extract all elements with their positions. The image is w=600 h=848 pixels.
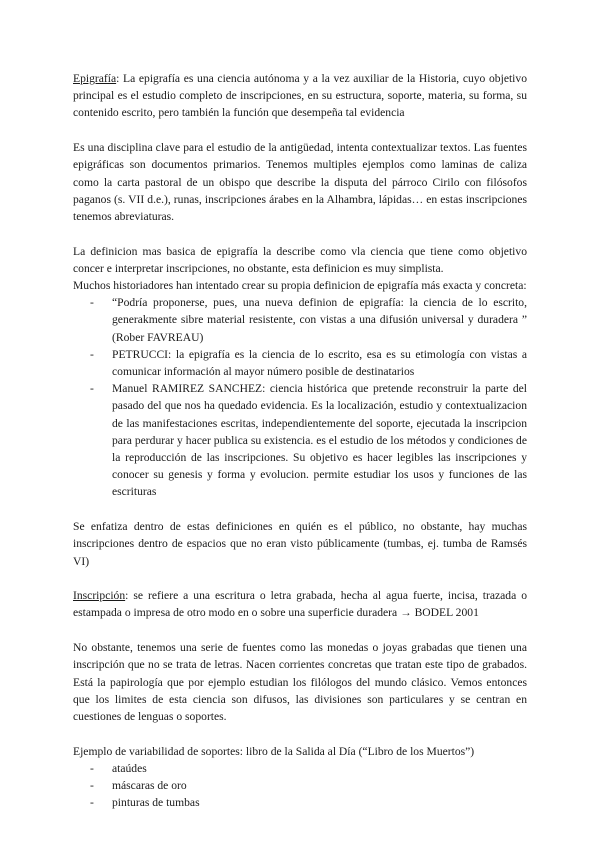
soporte-item: pinturas de tumbas — [112, 796, 200, 810]
definition-ramirez: Manuel RAMIREZ SANCHEZ: ciencia histórica que pretende reconstruir la parte del pasado del que nos ha quedado evidencia. Es la localización, estudio y contextualizacion de las manifestaciones escritas, independientemente del soporte, ejecutada la inscripcion para perdurar y hacer publica su existencia. es el estudio de los métodos y condiciones de la reproducción de las inscripciones. Su objetivo es hacer legibles las inscripciones y conocer su genesis y forma y evolucion. permite estudiar los usos y funciones de las escrituras — [112, 382, 527, 499]
soporte-item: máscaras de oro — [112, 779, 187, 793]
soporte-item: ataúdes — [112, 761, 147, 775]
list-item — [90, 777, 527, 794]
list-item — [90, 794, 527, 811]
epigrafia-term: Epigrafía — [73, 72, 117, 85]
soportes-list — [73, 760, 527, 812]
list-item — [90, 294, 527, 346]
epigrafia-paragraph — [73, 70, 527, 122]
epigrafia-definition: : La epigrafía es una ciencia autónoma y a la vez auxiliar de la Historia, cuyo objetivo principal es el estudio completo de inscripciones, en su estructura, soporte, materia, su forma, su contenido escrito, pero también la función que desempeña tal evidencia — [73, 72, 527, 120]
inscripcion-definition: : se refiere a una escritura o letra grabada, hecha al agua fuerte, incisa, trazada o estampada o impresa de otro modo en o sobre una superficie duradera → BODEL 2001 — [73, 589, 527, 620]
ejemplo-paragraph: Ejemplo de variabilidad de soportes: libro de la Salida al Día (“Libro de los Muertos”) — [73, 744, 475, 758]
list-bullet: - — [90, 296, 94, 310]
list-item — [90, 346, 527, 380]
list-bullet: - — [90, 347, 94, 361]
definition-favreau: “Podría proponerse, pues, una nueva definion de epigrafía: la ciencia de lo escrito, generakmente sibre material resistente, con vistas a una difusión universal y duradera ” (Rober FAVREAU) — [112, 296, 527, 344]
inscripcion-paragraph — [73, 587, 527, 621]
list-item — [90, 380, 527, 500]
list-bullet: - — [90, 779, 94, 793]
publico-paragraph: Se enfatiza dentro de estas definiciones en quién es el público, no obstante, hay muchas inscripciones dentro de espacios que no eran visto públicamente (tumbas, ej. tumba de Ramsés VI) — [73, 520, 527, 568]
fuentes-paragraph: No obstante, tenemos una serie de fuentes como las monedas o joyas grabadas que tienen una inscripción que no se trata de letras. Nacen corrientes concretas que tratan este tipo de grabados. Está la papirología que por ejemplo estudian los filólogos del mundo clásico. Vemos entonces que los limites de esta ciencia son difusos, las divisiones son particulares y se centran en cuestiones de lenguas o soportes. — [73, 641, 527, 723]
historiadores-paragraph: Muchos historiadores han intentado crear su propia definicion de epigrafía más exacta y concreta: — [73, 279, 527, 293]
inscripcion-term: Inscripción — [73, 589, 126, 603]
document-page — [73, 70, 527, 812]
antiguedad-paragraph: Es una disciplina clave para el estudio de la antigüedad, intenta contextualizar textos. Las fuentes epigráficas son documentos primarios. Tenemos multiples ejemplos como laminas de caliza como la carta pastoral de un obispo que describe la disputa del párroco Cirilo con filósofos paganos (s. VII d.e.), runas, inscripciones árabes en la Alhambra, lápidas… en estas inscripciones tenemos abreviaturas. — [73, 141, 527, 223]
definicion-paragraph: La definicion mas basica de epigrafía la describe como vla ciencia que tiene como objetivo concer e interpretar inscripciones, no obstante, esta definicion es muy simplista. — [73, 244, 527, 275]
list-bullet: - — [90, 796, 94, 810]
list-item — [90, 760, 527, 777]
definitions-list — [73, 294, 527, 500]
list-bullet: - — [90, 382, 94, 396]
definition-petrucci: PETRUCCI: la epigrafía es la ciencia de lo escrito, esa es su etimología con vistas a comunicar información al mayor número posible de destinatarios — [112, 347, 527, 379]
list-bullet: - — [90, 761, 94, 775]
